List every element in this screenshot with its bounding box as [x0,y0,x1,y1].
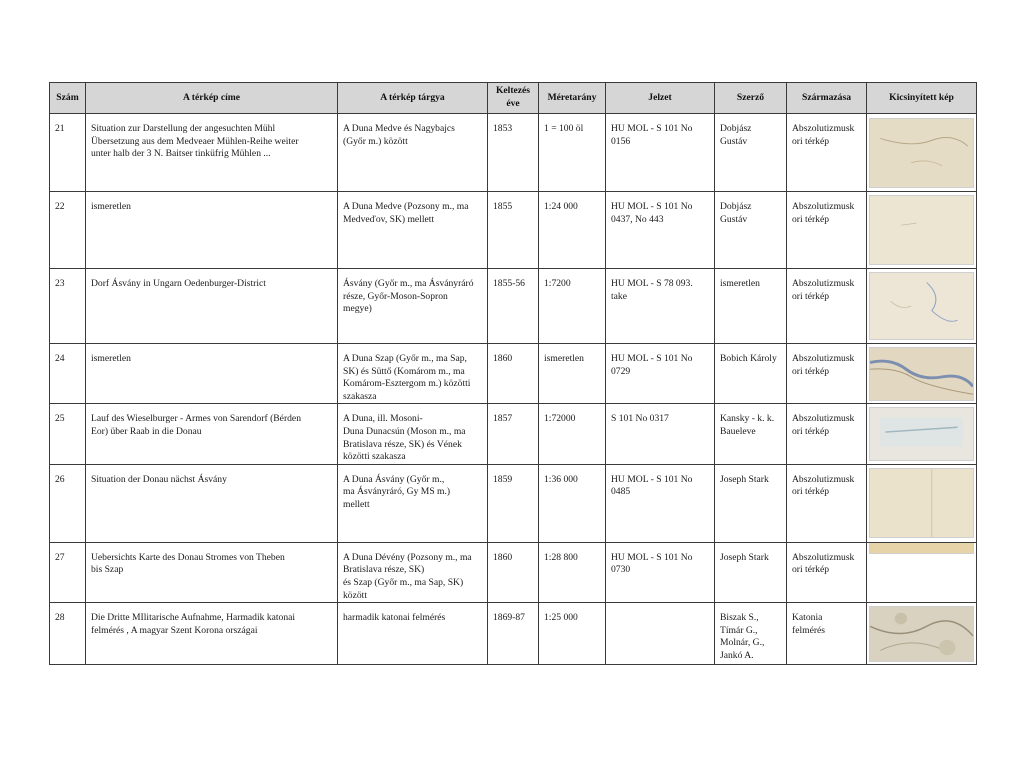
cell-szarmazas: Abszolutizmusk ori térkép [787,269,867,344]
table-row [50,603,977,665]
table-row [50,344,977,404]
header-row [50,83,977,114]
header-szam: Szám [50,83,86,114]
cell-keltezes: 1860 [488,542,539,602]
cell-szam: 24 [50,344,86,404]
cell-keltezes: 1857 [488,404,539,464]
cell-szam: 21 [50,114,86,192]
map-thumbnail [869,468,974,538]
map-thumbnail [869,407,974,461]
cell-thumbnail [867,542,977,602]
cell-thumbnail [867,114,977,192]
cell-cim: Dorf Ásvány in Ungarn Oedenburger-District [86,269,338,344]
cell-targy: harmadik katonai felmérés [338,603,488,665]
cell-szam: 26 [50,464,86,542]
cell-jelzet: S 101 No 0317 [606,404,715,464]
cell-keltezes: 1860 [488,344,539,404]
cell-keltezes: 1855 [488,192,539,269]
cell-jelzet: HU MOL - S 101 No 0729 [606,344,715,404]
header-keltezes: Keltezés éve [488,83,539,114]
map-thumbnail [869,542,974,554]
cell-szarmazas: Abszolutizmusk ori térkép [787,542,867,602]
cell-keltezes: 1869-87 [488,603,539,665]
cell-szerzo: Kansky - k. k. Baueleve [715,404,787,464]
cell-szerzo: Dobjász Gustáv [715,114,787,192]
cell-szarmazas: Abszolutizmusk ori térkép [787,114,867,192]
table-row [50,114,977,192]
cell-jelzet: HU MOL - S 101 No 0156 [606,114,715,192]
map-thumbnail [869,272,974,340]
cell-szerzo: Joseph Stark [715,464,787,542]
cell-cim: Situation zur Darstellung der angesuchten Mühl Übersetzung aus dem Medveaer Mühlen-Reihe weiter unter halb der 3 N. Baitser tinküfrig Mühlen ... [86,114,338,192]
map-thumbnail [869,118,974,188]
map-thumbnail [869,606,974,662]
cell-meretarany: 1:24 000 [539,192,606,269]
cell-szarmazas: Abszolutizmusk ori térkép [787,404,867,464]
table-row [50,404,977,464]
cell-meretarany: 1:36 000 [539,464,606,542]
cell-szerzo: Bobich Károly [715,344,787,404]
map-catalog-table [49,82,977,665]
cell-targy: A Duna Medve (Pozsony m., ma Medveďov, SK) mellett [338,192,488,269]
cell-targy: A Duna Dévény (Pozsony m., ma Bratislava része, SK) és Szap (Győr m., ma Sap, SK) között [338,542,488,602]
cell-cim: Situation der Donau nächst Ásvány [86,464,338,542]
cell-szerzo: Joseph Stark [715,542,787,602]
cell-szam: 27 [50,542,86,602]
cell-jelzet: HU MOL - S 101 No 0485 [606,464,715,542]
cell-meretarany: 1:7200 [539,269,606,344]
cell-meretarany: 1:28 800 [539,542,606,602]
cell-szam: 25 [50,404,86,464]
cell-targy: A Duna, ill. Mosoni- Duna Dunacsún (Moson m., ma Bratislava része, SK) és Vének közötti szakasza [338,404,488,464]
cell-thumbnail [867,269,977,344]
header-targy: A térkép tárgya [338,83,488,114]
cell-targy: A Duna Medve és Nagybajcs (Győr m.) között [338,114,488,192]
cell-meretarany: 1 = 100 öl [539,114,606,192]
table-row [50,542,977,602]
cell-szerzo: Dobjász Gustáv [715,192,787,269]
cell-jelzet: HU MOL - S 101 No 0730 [606,542,715,602]
cell-meretarany: ismeretlen [539,344,606,404]
cell-szam: 23 [50,269,86,344]
table-row [50,192,977,269]
header-meretarany: Méretarány [539,83,606,114]
table-row [50,464,977,542]
cell-keltezes: 1859 [488,464,539,542]
cell-szarmazas: Abszolutizmusk ori térkép [787,464,867,542]
cell-cim: Lauf des Wieselburger - Armes von Sarendorf (Bérden Eor) über Raab in die Donau [86,404,338,464]
cell-keltezes: 1853 [488,114,539,192]
cell-targy: A Duna Szap (Győr m., ma Sap, SK) és Süttő (Komárom m., ma Komárom-Esztergom m.) közötti szakasza [338,344,488,404]
table-row [50,269,977,344]
cell-thumbnail [867,404,977,464]
header-cim: A térkép címe [86,83,338,114]
cell-keltezes: 1855-56 [488,269,539,344]
cell-cim: Die Dritte MIlitarische Aufnahme, Harmadik katonai felmérés , A magyar Szent Korona országai [86,603,338,665]
cell-jelzet: HU MOL - S 101 No 0437, No 443 [606,192,715,269]
cell-jelzet: HU MOL - S 78 093. take [606,269,715,344]
cell-szarmazas: Katonia felmérés [787,603,867,665]
map-thumbnail [869,347,974,401]
header-kep: Kicsinyített kép [867,83,977,114]
cell-thumbnail [867,464,977,542]
header-szerzo: Szerző [715,83,787,114]
cell-targy: A Duna Ásvány (Győr m., ma Ásványráró, Gy MS m.) mellett [338,464,488,542]
cell-meretarany: 1:72000 [539,404,606,464]
cell-cim: ismeretlen [86,192,338,269]
header-szarmazas: Származása [787,83,867,114]
cell-szarmazas: Abszolutizmusk ori térkép [787,192,867,269]
cell-szerzo: ismeretlen [715,269,787,344]
cell-thumbnail [867,603,977,665]
cell-szam: 28 [50,603,86,665]
cell-cim: ismeretlen [86,344,338,404]
cell-thumbnail [867,192,977,269]
cell-szerzo: Biszak S., Tímár G., Molnár, G., Jankó A. [715,603,787,665]
cell-szam: 22 [50,192,86,269]
map-thumbnail [869,195,974,265]
cell-cim: Uebersichts Karte des Donau Stromes von Theben bis Szap [86,542,338,602]
cell-targy: Ásvány (Győr m., ma Ásványráró része, Győr-Moson-Sopron megye) [338,269,488,344]
cell-jelzet [606,603,715,665]
cell-meretarany: 1:25 000 [539,603,606,665]
cell-thumbnail [867,344,977,404]
cell-szarmazas: Abszolutizmusk ori térkép [787,344,867,404]
header-jelzet: Jelzet [606,83,715,114]
